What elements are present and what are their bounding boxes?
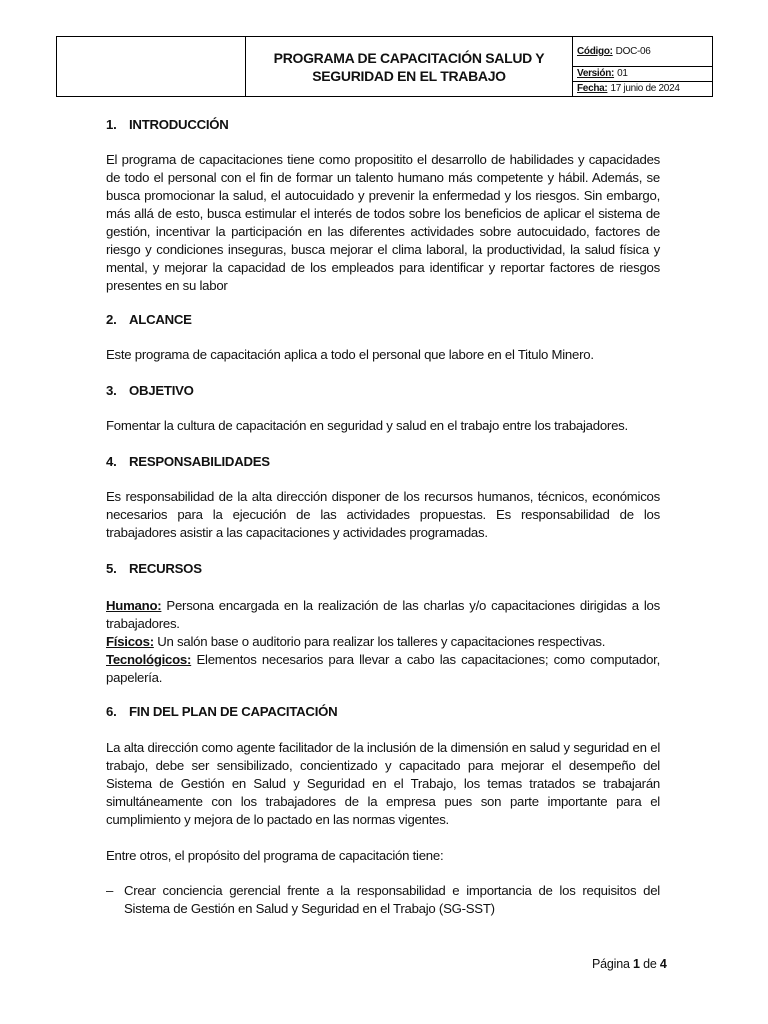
fecha-row — [573, 82, 712, 96]
recurso-label: Tecnológicos: — [106, 652, 192, 667]
fin-paragraph: La alta dirección como agente facilitador de la inclusión de la dimensión en salud y seguridad en el trabajo, debe ser sensibilizado, concientizado y capacitado para mejorar el desempeño del Sistema de Gestión en Salud y Seguridad en el Trabajo, los temas tratados se trabajarán simultáneamente con los trabajadores de la empresa pues son parte importante para el cumplimiento y mejora de lo pactado en las normas vigentes. — [106, 740, 660, 827]
section-heading-recursos — [106, 560, 660, 578]
recurso-humano — [106, 597, 660, 633]
codigo-label: Código: — [577, 45, 613, 57]
section-title: OBJETIVO — [129, 383, 194, 398]
section-heading-alcance — [106, 311, 660, 329]
section-heading-objetivo — [106, 382, 660, 400]
page-number: 1 — [633, 957, 640, 971]
section-heading-fin-del-plan — [106, 703, 660, 721]
bullet-text: Crear conciencia gerencial frente a la responsabilidad e importancia de los requisitos del Sistema de Gestión en Salud y Seguridad en el Trabajo (SG-SST) — [124, 883, 660, 916]
fecha-label: Fecha: — [577, 83, 608, 94]
section-number: 4. — [106, 454, 117, 469]
section-heading-introduccion — [106, 116, 660, 134]
section-heading-responsabilidades — [106, 453, 660, 471]
page-footer — [592, 957, 667, 971]
codigo-value: DOC-06 — [615, 45, 651, 57]
recurso-text: Un salón base o auditorio para realizar los talleres y capacitaciones respectivas. — [153, 634, 606, 649]
recurso-label: Humano: — [106, 598, 162, 613]
recurso-tecnologicos — [106, 651, 660, 687]
version-row — [573, 67, 712, 82]
section-number: 2. — [106, 312, 117, 327]
bullet-dash: – — [106, 883, 114, 898]
section-number: 1. — [106, 117, 117, 132]
section-number: 6. — [106, 704, 117, 719]
objetivo-paragraph: Fomentar la cultura de capacitación en seguridad y salud en el trabajo entre los trabajadores. — [106, 418, 628, 433]
responsabilidades-paragraph: Es responsabilidad de la alta dirección disponer de los recursos humanos, técnicos, económicos necesarios para la ejecución de las actividades propuestas. Es responsabilidad de los trabajadores asistir a las capacitaciones y actividades programadas. — [106, 489, 660, 540]
recurso-fisicos — [106, 633, 660, 651]
section-title: FIN DEL PLAN DE CAPACITACIÓN — [129, 704, 338, 719]
entre-otros-paragraph: Entre otros, el propósito del programa de capacitación tiene: — [106, 848, 444, 863]
fecha-value: 17 junio de 2024 — [610, 83, 680, 94]
version-value: 01 — [617, 68, 628, 79]
section-title: RESPONSABILIDADES — [129, 454, 270, 469]
pagina-label: Página — [592, 957, 630, 971]
document-header-table — [56, 36, 713, 97]
section-number: 3. — [106, 383, 117, 398]
alcance-paragraph: Este programa de capacitación aplica a todo el personal que labore en el Titulo Minero. — [106, 347, 594, 362]
version-label: Versión: — [577, 68, 615, 79]
codigo-row — [573, 37, 712, 67]
recurso-label: Físicos: — [106, 634, 154, 649]
logo-cell — [57, 37, 246, 96]
section-number: 5. — [106, 561, 117, 576]
document-meta — [573, 37, 712, 96]
section-title: INTRODUCCIÓN — [129, 117, 229, 132]
recursos-list — [106, 597, 660, 687]
page-total: 4 — [659, 957, 667, 971]
section-title: ALCANCE — [129, 312, 192, 327]
de-label: de — [643, 957, 657, 971]
document-title: PROGRAMA DE CAPACITACIÓN SALUD Y SEGURIDAD EN EL TRABAJO — [246, 37, 573, 96]
recurso-text: Elementos necesarios para llevar a cabo las capacitaciones; como computador, papelería. — [106, 652, 660, 685]
recurso-text: Persona encargada en la realización de las charlas y/o capacitaciones dirigidas a los trabajadores. — [106, 598, 660, 631]
section-title: RECURSOS — [129, 561, 202, 576]
intro-paragraph: El programa de capacitaciones tiene como propositito el desarrollo de habilidades y capacidades de todo el personal con el fin de formar un talento humano más competente y hábil. Además, se busca promocionar la salud, el autocuidado y prevenir la enfermedad y los riesgos. Sin embargo, más allá de esto, busca estimular el interés de todos sobre los beneficios de aplicar el sistema de gestión, incentivar la participación en las diferentes actividades sobre autocuidado, factores de riesgo y condiciones inseguras, busca mejorar el clima laboral, la productividad, la salud física y mental, y mejorar la capacidad de los empleados para identificar y reportar factores de riesgos presentes en su labor — [106, 152, 660, 293]
bullet-item — [106, 882, 660, 918]
